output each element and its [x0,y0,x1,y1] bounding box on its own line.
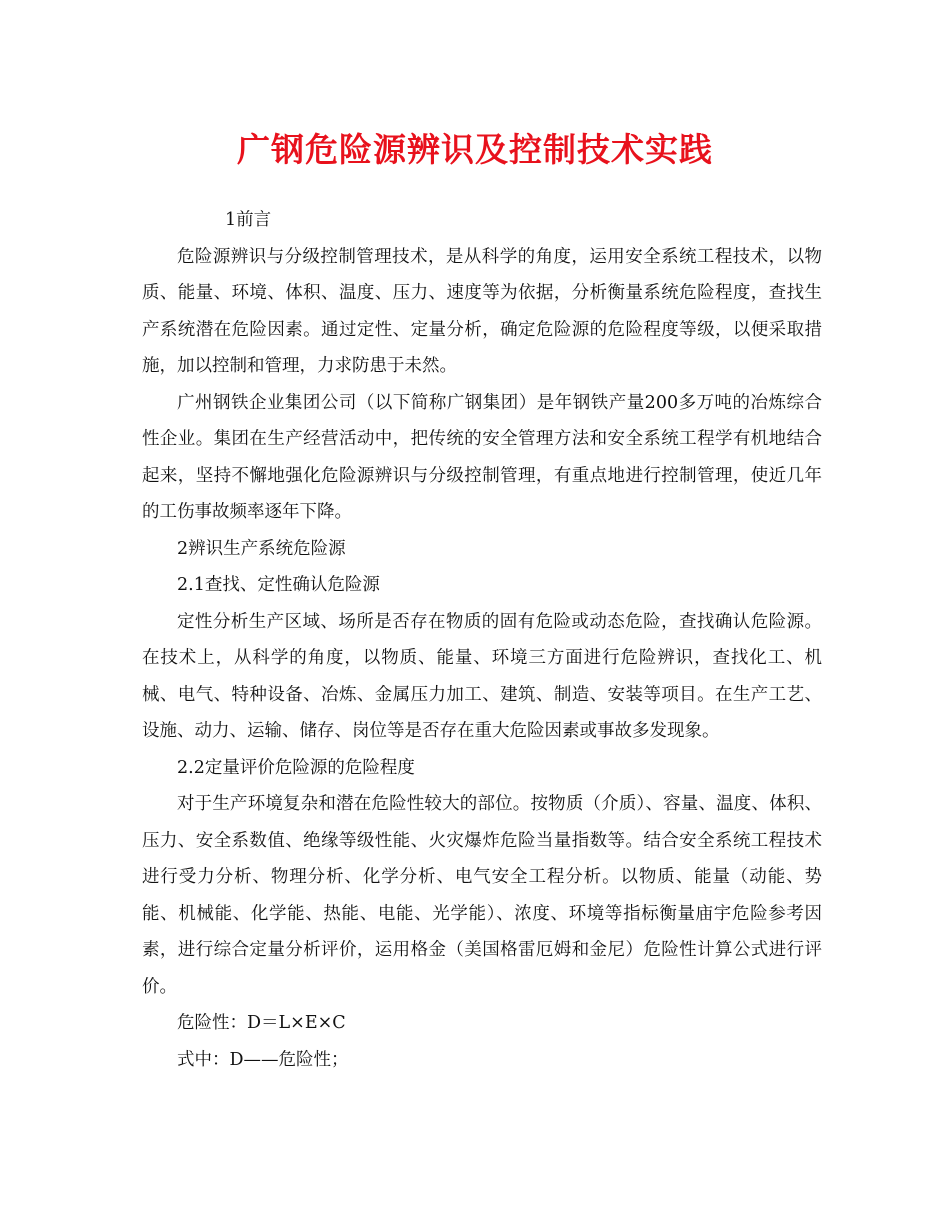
subsection-heading-2-2: 2.2定量评价危险源的危险程度 [177,757,415,778]
paragraph-quantitative: 对于生产环境复杂和潜在危险性较大的部位。按物质（介质）、容量、温度、体积、压力、安全系数值、绝缘等级性能、火灾爆炸危险当量指数等。结合安全系统工程技术进行受力分析、物理分析、化学分析、电气安全工程分析。以物质、能量（动能、势能、机械能、化学能、热能、电能、光学能）、浓度、环境等指标衡量庙宇危险参考因素，进行综合定量分析评价，运用格金（美国格雷厄姆和金尼）危险性计算公式进行评价。 [142,794,822,997]
section-heading-preface: 1前言 [225,210,272,230]
section-heading-identify: 2辨识生产系统危险源 [177,538,346,559]
formula-definition: 式中：D——危险性； [177,1049,349,1070]
subsection-heading-2-1: 2.1查找、定性确认危险源 [177,575,380,595]
document-title: 广钢危险源辨识及控制技术实践 [237,130,713,169]
document-body [142,202,822,1078]
formula-line: 危险性：D＝L×E×C [177,1013,346,1033]
paragraph-qualitative: 定性分析生产区域、场所是否存在物质的固有危险或动态危险，查找确认危险源。在技术上，从科学的角度，以物质、能量、环境三方面进行危险辨识，查找化工、机械、电气、特种设备、冶炼、金属压力加工、建筑、制造、安装等项目。在生产工艺、设施、动力、运输、储存、岗位等是否存在重大危险因素或事故多发现象。 [142,611,822,741]
paragraph-company: 广州钢铁企业集团公司（以下简称广钢集团）是年钢铁产量200多万吨的冶炼综合性企业。集团在生产经营活动中，把传统的安全管理方法和安全系统工程学有机地结合起来，坚持不懈地强化危险源辨识与分级控制管理，有重点地进行控制管理，使近几年的工伤事故频率逐年下降。 [142,392,822,522]
paragraph-intro: 危险源辨识与分级控制管理技术，是从科学的角度，运用安全系统工程技术，以物质、能量、环境、体积、温度、压力、速度等为依据，分析衡量系统危险程度，查找生产系统潜在危险因素。通过定性、定量分析，确定危险源的危险程度等级，以便采取措施，加以控制和管理，力求防患于未然。 [142,246,822,376]
